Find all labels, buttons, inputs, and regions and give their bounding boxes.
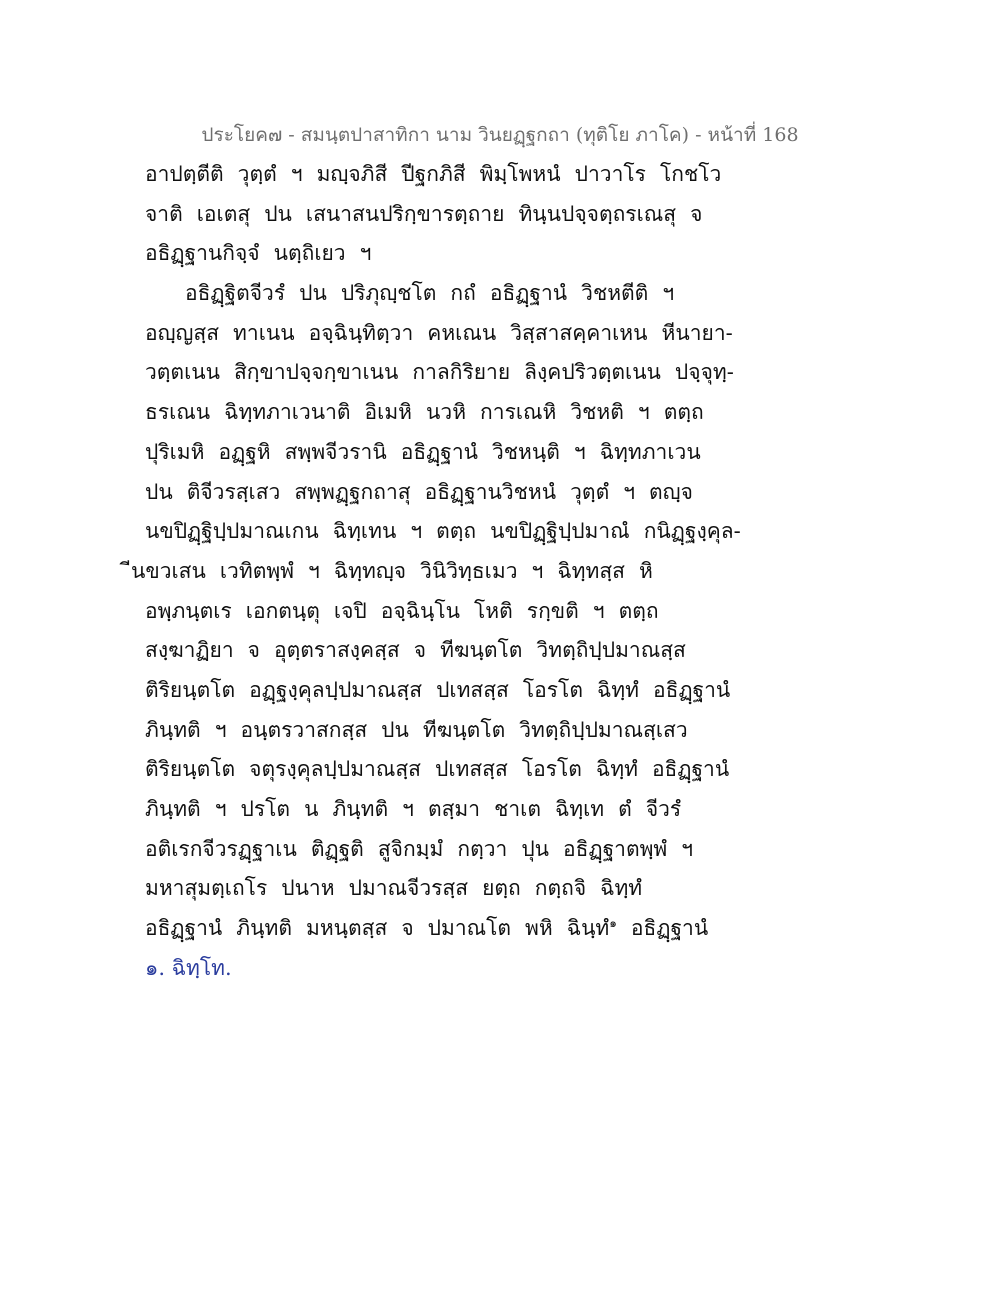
text-segment: อธิฏฺฐานํ — [630, 916, 709, 941]
text-line: ติริยนฺตโต อฏฺฐงฺคุลปฺปมาณสฺส ปเทสสฺส โอรโต ฉิทฺทํ อธิฏฺฐานํ — [145, 677, 731, 702]
text-line: วตฺตเนน สิกฺขาปจฺจกฺขาเนน กาลกิริยาย ลิงฺคปริวตฺตเนน ปจฺจุทฺ- — [145, 360, 734, 385]
text-line-with-footnote — [145, 909, 745, 949]
text-line: ติริยนฺตโต จตุรงฺคุลปฺปมาณสฺส ปเทสสฺส โอรโต ฉิทฺทํ อธิฏฺฐานํ — [145, 757, 730, 782]
text-line: ภินฺทติ ฯ ปรโต น ภินฺทติ ฯ ตสฺมา ชาเต ฉิทฺเท ตํ จีวรํ — [145, 797, 682, 821]
text-line: นขปิฏฺฐิปฺปมาณเกน ฉิทฺเทน ฯ ตตฺถ นขปิฏฺฐิปฺปมาณํ กนิฏฺฐงฺคุล- — [145, 519, 741, 544]
text-line: มหาสุมตฺเถโร ปนาห ปมาณจีวรสฺส ยตฺถ กตฺถจิ ฉิทฺทํ — [145, 876, 643, 901]
text-line: จาติ เอเตสุ ปน เสนาสนปริกฺขารตฺถาย ทินฺนปจฺจตฺถรเณสุ จ — [145, 201, 703, 226]
paragraph-start-line: อธิฏฺฐิตจีวรํ ปน ปริภุญฺชโต กถํ อธิฏฺฐานํ วิชหตีติ ฯ — [185, 281, 675, 306]
text-line: ปุริเมหิ อฏฺฐหิ สพฺพจีวรานิ อธิฏฺฐานํ วิชหนฺติ ฯ ฉิทฺทภาเวน — [145, 439, 701, 464]
text-line: อญฺญสฺส ทาเนน อจฺฉินฺทิตฺวา คหเณน วิสฺสาสคฺคาเหน หีนายา- — [145, 320, 733, 345]
text-line: อธิฏฺฐานกิจฺจํ นตฺถิเยว ฯ — [145, 241, 372, 266]
footnote-marker: ๑ — [609, 916, 617, 931]
text-line: อติเรกจีวรฏฺฐาเน ติฏฺฐติ สูจิกมฺมํ กตฺวา ปุน อธิฏฺฐาตพฺพํ ฯ — [145, 836, 694, 861]
text-line: อพฺภนฺตเร เอกตนฺตุ เจปิ อจฺฉินฺโน โหติ รกฺขติ ฯ ตตฺถ — [145, 598, 659, 623]
text-line: ภินฺทติ ฯ อนฺตรวาสกสฺส ปน ทีฆนฺตโต วิทตฺถิปฺปมาณสฺเสว — [145, 717, 688, 742]
text-line: ธรเณน ฉิทฺทภาเวนาติ อิเมหิ นวหิ การเณหิ วิชหติ ฯ ตตฺถ — [145, 400, 704, 425]
text-line: อาปตฺตีติ วุตฺตํ ฯ มญฺจภิสี ปีฐกภิสี พิมฺโพหนํ ปาวาโร โกชโว — [145, 162, 722, 186]
footnote: ๑. ฉิทฺโท. — [145, 955, 232, 980]
text-line: ีนขวเสน เวทิตพฺพํ ฯ ฉิทฺทญฺจ วินิวิทฺธเมว ฯ ฉิทฺทสฺส หิ — [131, 558, 653, 583]
running-header: ประโยค๗ - สมนฺตปาสาทิกา นาม วินยฏฺฐกถา (ทุติโย ภาโค) - หน้าที่ 168 — [201, 124, 799, 146]
body-text — [131, 155, 745, 988]
text-line: สงฺฆาฏิยา จ อุตฺตราสงฺคสฺส จ ทีฆนฺตโต วิทตฺถิปฺปมาณสฺส — [145, 638, 686, 663]
text-segment: อธิฏฺฐานํ ภินฺทติ มหนฺตสฺส จ ปมาณโต พหิ ฉินฺทํ — [145, 916, 610, 941]
text-line: ปน ติจีวรสฺเสว สพฺพฏฺฐกถาสุ อธิฏฺฐานวิชหนํ วุตฺตํ ฯ ตญฺจ — [145, 479, 693, 504]
